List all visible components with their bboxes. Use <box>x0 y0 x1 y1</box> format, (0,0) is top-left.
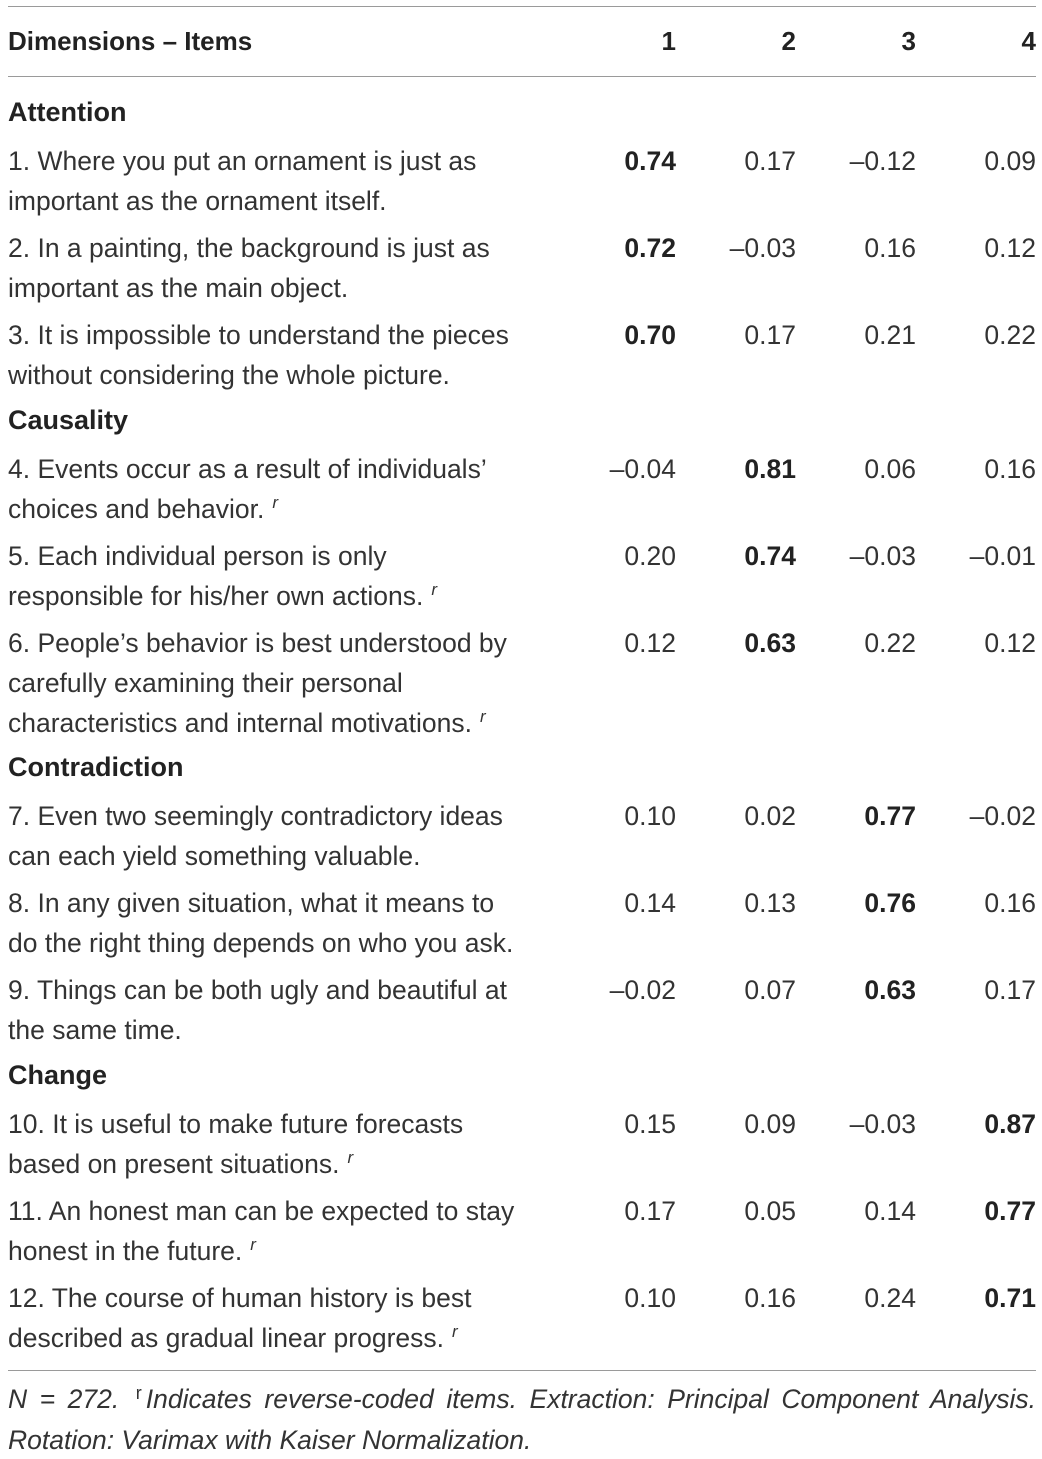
item-line: do the right thing depends on who you ask. <box>8 928 514 958</box>
loading-value-col-3: –0.12 <box>849 146 916 176</box>
loading-value-col-1: 0.12 <box>624 628 676 658</box>
item-text <box>8 883 578 963</box>
loading-value-col-4: 0.12 <box>984 233 1036 263</box>
section-heading: Causality <box>8 405 129 435</box>
header-col-3: 3 <box>901 26 916 56</box>
loading-value-col-2: 0.02 <box>744 801 796 831</box>
loading-value-col-3: 0.06 <box>864 454 916 484</box>
loading-value-col-3: 0.14 <box>864 1196 916 1226</box>
loading-value-col-3: 0.76 <box>864 888 916 918</box>
item-text <box>8 536 578 620</box>
loading-value-col-4: 0.09 <box>984 146 1036 176</box>
item-line: 2. In a painting, the background is just as <box>8 233 490 263</box>
item-line: described as gradual linear progress. <box>8 1323 445 1353</box>
loading-value-col-1: 0.10 <box>624 801 676 831</box>
item-line: 11. An honest man can be expected to stay <box>8 1196 515 1226</box>
footnote-reverse-mark: r <box>135 1383 142 1403</box>
reverse-coded-mark: r <box>452 1322 458 1341</box>
item-text <box>8 1104 578 1188</box>
loading-value-col-3: 0.22 <box>864 628 916 658</box>
loading-value-col-3: 0.16 <box>864 233 916 263</box>
loading-value-col-3: 0.24 <box>864 1283 916 1313</box>
header-rule <box>8 76 1036 77</box>
reverse-coded-mark: r <box>250 1235 256 1254</box>
loading-value-col-2: 0.07 <box>744 975 796 1005</box>
loading-value-col-2: –0.03 <box>729 233 796 263</box>
section-heading: Attention <box>8 97 127 127</box>
item-line: 3. It is impossible to understand the pieces <box>8 320 509 350</box>
loading-value-col-1: 0.70 <box>624 320 676 350</box>
loading-value-col-1: 0.15 <box>624 1109 676 1139</box>
item-line: 10. It is useful to make future forecasts <box>8 1109 464 1139</box>
item-text <box>8 449 578 533</box>
loading-value-col-1: 0.74 <box>624 146 676 176</box>
item-text <box>8 141 578 221</box>
loading-value-col-1: 0.17 <box>624 1196 676 1226</box>
item-line: 8. In any given situation, what it means to <box>8 888 495 918</box>
loading-value-col-4: 0.16 <box>984 454 1036 484</box>
loading-value-col-1: 0.20 <box>624 541 676 571</box>
footnote-n: N = 272. <box>8 1384 120 1414</box>
loading-value-col-2: 0.17 <box>744 320 796 350</box>
header-col-2: 2 <box>781 26 796 56</box>
loading-value-col-3: –0.03 <box>849 1109 916 1139</box>
header-dimensions-items: Dimensions – Items <box>8 26 253 56</box>
reverse-coded-mark: r <box>431 580 438 599</box>
footnote-text: Indicates reverse-coded items. Extraction: Principal Component Analysis. Rotation: Varimax with Kaiser Normalization. <box>8 1384 1036 1455</box>
header-col-4: 4 <box>1021 26 1036 56</box>
item-text <box>8 1191 578 1275</box>
item-line: 12. The course of human history is best <box>8 1283 472 1313</box>
loading-value-col-4: 0.22 <box>984 320 1036 350</box>
item-text <box>8 623 578 747</box>
item-line: important as the ornament itself. <box>8 186 387 216</box>
item-text <box>8 315 578 395</box>
item-line: 1. Where you put an ornament is just as <box>8 146 477 176</box>
item-line: carefully examining their personal <box>8 668 403 698</box>
reverse-coded-mark: r <box>272 493 279 512</box>
loading-value-col-1: –0.02 <box>609 975 676 1005</box>
loading-value-col-4: 0.12 <box>984 628 1036 658</box>
loading-value-col-2: 0.05 <box>744 1196 796 1226</box>
item-line: 5. Each individual person is only <box>8 541 387 571</box>
loading-value-col-3: 0.63 <box>864 975 916 1005</box>
item-line: 7. Even two seemingly contradictory ideas <box>8 801 503 831</box>
loading-value-col-2: 0.16 <box>744 1283 796 1313</box>
item-line: important as the main object. <box>8 273 349 303</box>
item-line: responsible for his/her own actions. <box>8 581 424 611</box>
loading-value-col-3: 0.77 <box>864 801 916 831</box>
table-footnote <box>8 1380 1036 1459</box>
table-bottom-rule <box>8 1370 1036 1371</box>
item-line: choices and behavior. <box>8 494 265 524</box>
loading-value-col-4: 0.77 <box>984 1196 1036 1226</box>
loading-value-col-4: 0.87 <box>984 1109 1036 1139</box>
section-heading: Change <box>8 1060 108 1090</box>
item-text <box>8 970 578 1050</box>
loading-value-col-1: 0.10 <box>624 1283 676 1313</box>
item-line: 9. Things can be both ugly and beautiful at <box>8 975 507 1005</box>
loading-value-col-2: 0.81 <box>744 454 796 484</box>
loading-value-col-1: –0.04 <box>609 454 676 484</box>
loading-value-col-1: 0.14 <box>624 888 676 918</box>
loading-value-col-1: 0.72 <box>624 233 676 263</box>
item-line: can each yield something valuable. <box>8 841 421 871</box>
table-top-rule <box>8 6 1036 7</box>
loading-value-col-2: 0.17 <box>744 146 796 176</box>
reverse-coded-mark: r <box>347 1148 354 1167</box>
loading-value-col-4: –0.02 <box>969 801 1036 831</box>
loading-value-col-2: 0.74 <box>744 541 796 571</box>
item-text <box>8 1278 578 1362</box>
item-line: based on present situations. <box>8 1149 340 1179</box>
loading-value-col-2: 0.63 <box>744 628 796 658</box>
section-heading: Contradiction <box>8 752 184 782</box>
item-line: without considering the whole picture. <box>8 360 450 390</box>
item-line: honest in the future. <box>8 1236 243 1266</box>
item-line: 4. Events occur as a result of individuals’ <box>8 454 487 484</box>
item-line: the same time. <box>8 1015 182 1045</box>
item-text <box>8 228 578 308</box>
loading-value-col-4: 0.16 <box>984 888 1036 918</box>
loading-value-col-3: 0.21 <box>864 320 916 350</box>
reverse-coded-mark: r <box>479 707 486 726</box>
loading-value-col-4: –0.01 <box>969 541 1036 571</box>
item-text <box>8 796 578 876</box>
header-col-1: 1 <box>661 26 676 56</box>
loading-value-col-3: –0.03 <box>849 541 916 571</box>
loading-value-col-4: 0.17 <box>984 975 1036 1005</box>
loading-value-col-2: 0.13 <box>744 888 796 918</box>
loading-value-col-4: 0.71 <box>984 1283 1036 1313</box>
item-line: characteristics and internal motivations. <box>8 708 472 738</box>
item-line: 6. People’s behavior is best understood by <box>8 628 507 658</box>
loading-value-col-2: 0.09 <box>744 1109 796 1139</box>
